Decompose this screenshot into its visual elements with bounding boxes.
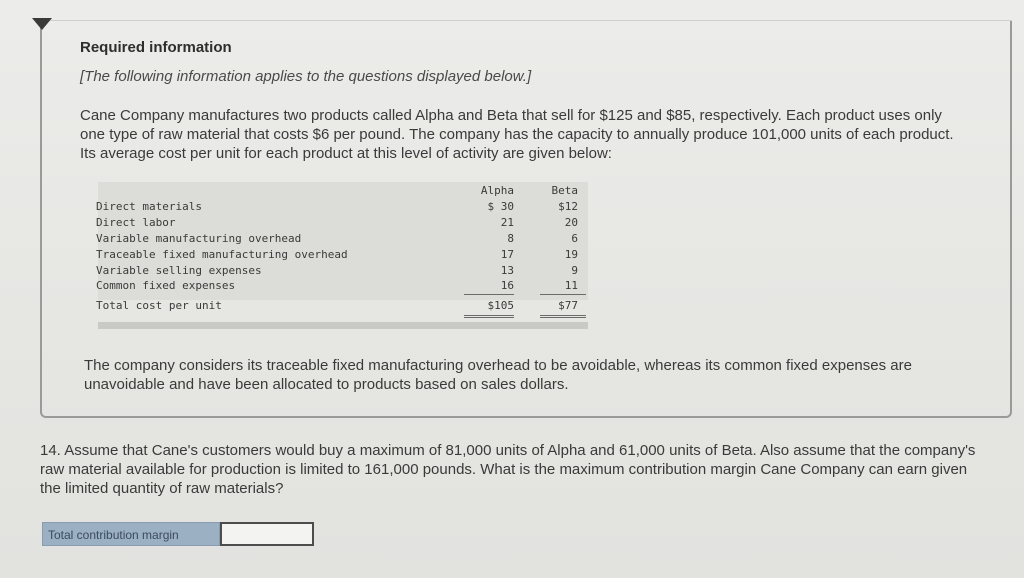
alpha-value: 13 bbox=[500, 264, 514, 277]
alpha-value: 8 bbox=[507, 232, 514, 245]
required-information-subtitle: [The following information applies to the questions displayed below.] bbox=[80, 68, 532, 85]
alpha-value: 21 bbox=[500, 216, 514, 229]
subtotal-rule-alpha bbox=[464, 294, 514, 295]
alpha-total: $105 bbox=[487, 299, 514, 312]
panel-marker-icon bbox=[32, 18, 52, 30]
table-row bbox=[94, 279, 590, 294]
table-row bbox=[94, 264, 590, 279]
row-label: Variable manufacturing overhead bbox=[96, 232, 302, 245]
subtotal-rule-beta bbox=[540, 294, 586, 295]
row-label: Common fixed expenses bbox=[96, 279, 236, 292]
total-double-rule-beta bbox=[540, 317, 586, 318]
total-contribution-margin-label: Total contribution margin bbox=[42, 522, 220, 546]
beta-value: 9 bbox=[571, 264, 578, 277]
total-label: Total cost per unit bbox=[96, 299, 222, 312]
column-header-alpha: Alpha bbox=[480, 184, 514, 197]
beta-value: 19 bbox=[564, 248, 578, 261]
avoidability-note: The company considers its traceable fixed manufacturing overhead to be avoidable, whereas its common fixed expenses are unavoidable and have been allocated to products based on sales dollars. bbox=[84, 357, 912, 393]
required-information-heading: Required information bbox=[80, 39, 232, 56]
beta-value: 11 bbox=[564, 279, 578, 292]
alpha-value: 16 bbox=[500, 279, 514, 292]
total-rule-beta bbox=[540, 315, 586, 316]
table-row bbox=[94, 232, 590, 247]
row-label: Direct labor bbox=[96, 216, 176, 229]
beta-value: 6 bbox=[571, 232, 578, 245]
alpha-value: 17 bbox=[500, 248, 514, 261]
beta-value: $12 bbox=[558, 200, 578, 213]
panel-divider bbox=[40, 20, 1012, 21]
total-rule-alpha bbox=[464, 315, 514, 316]
column-header-beta: Beta bbox=[551, 184, 578, 197]
beta-value: 20 bbox=[564, 216, 578, 229]
total-contribution-margin-input[interactable] bbox=[220, 522, 314, 546]
table-total-row bbox=[94, 299, 590, 314]
total-double-rule-alpha bbox=[464, 317, 514, 318]
row-label: Variable selling expenses bbox=[96, 264, 262, 277]
row-label: Traceable fixed manufacturing overhead bbox=[96, 248, 348, 261]
table-row bbox=[94, 200, 590, 215]
table-row bbox=[94, 248, 590, 263]
beta-total: $77 bbox=[558, 299, 578, 312]
table-footer-bar bbox=[98, 322, 588, 329]
company-description: Cane Company manufactures two products called Alpha and Beta that sell for $125 and $85, respectively. Each product uses only one type of raw material that costs $6 per pound. The company has the capacity to annually produce 101,000 units of each product. Its average cost per unit for each product at this level of activity are given below: bbox=[80, 107, 954, 162]
alpha-value: $ 30 bbox=[487, 200, 514, 213]
row-label: Direct materials bbox=[96, 200, 202, 213]
question-14-text: 14. Assume that Cane's customers would buy a maximum of 81,000 units of Alpha and 61,000 units of Beta. Also assume that the company's raw material available for production is limited to 161,000 pounds. What is the maximum contribution margin Cane Company can earn given the limited quantity of raw materials? bbox=[40, 442, 976, 497]
answer-row bbox=[42, 522, 314, 548]
table-row bbox=[94, 216, 590, 231]
